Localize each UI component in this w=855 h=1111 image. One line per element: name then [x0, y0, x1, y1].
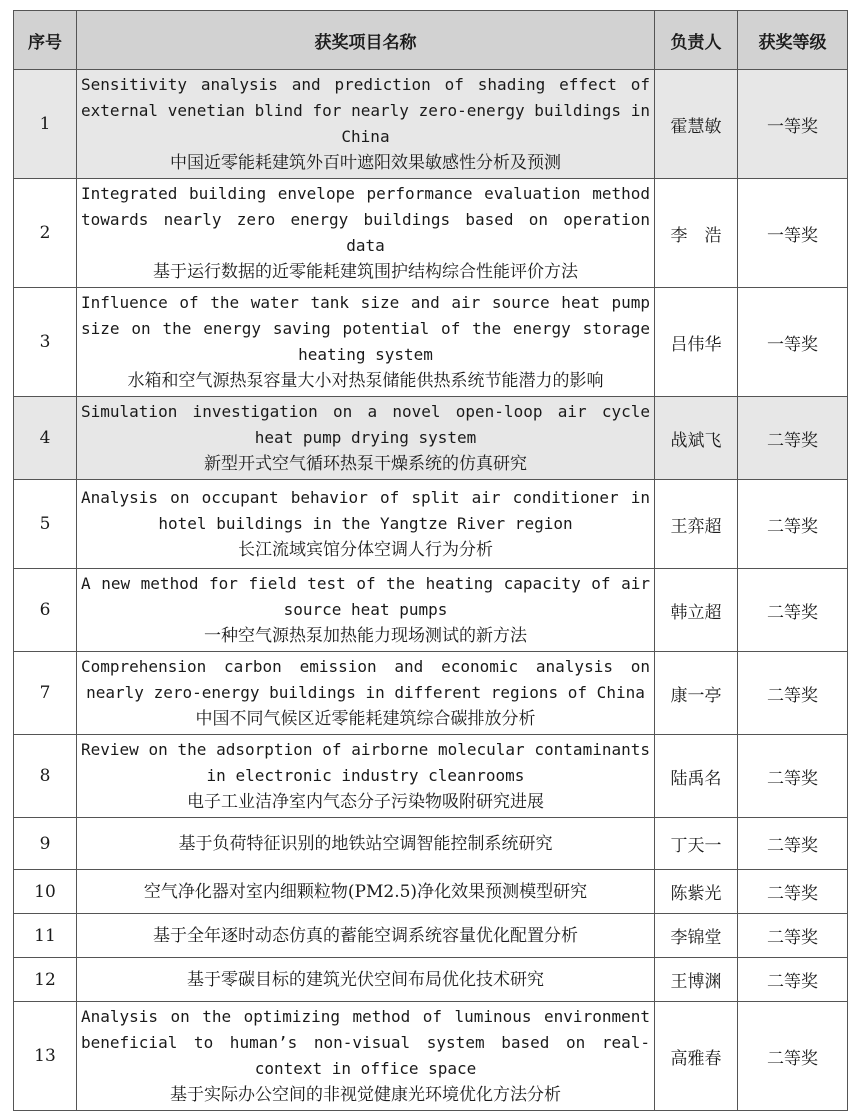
project-title-zh: 基于全年逐时动态仿真的蓄能空调系统容量优化配置分析 [153, 925, 578, 946]
project-title-en: Analysis on occupant behavior of split air conditioner in hotel buildings in the Yangtze River region [81, 488, 650, 533]
award-level: 二等奖 [738, 870, 848, 914]
award-level: 一等奖 [738, 288, 848, 397]
project-title-en: Simulation investigation on a novel open-loop air cycle heat pump drying system [81, 402, 650, 447]
award-level: 二等奖 [738, 652, 848, 735]
project-title [77, 818, 655, 870]
project-title [77, 70, 655, 179]
header-level: 获奖等级 [738, 11, 848, 70]
responsible-person: 李 浩 [655, 179, 738, 288]
award-level: 一等奖 [738, 70, 848, 179]
project-title-en: Influence of the water tank size and air source heat pump size on the energy saving potential of the energy storage heating system [81, 293, 650, 364]
responsible-person: 李锦堂 [655, 914, 738, 958]
responsible-person: 韩立超 [655, 569, 738, 652]
table-row [14, 652, 848, 735]
award-level: 二等奖 [738, 1002, 848, 1111]
table-row [14, 870, 848, 914]
project-title [77, 1002, 655, 1111]
row-number: 2 [14, 179, 77, 288]
responsible-person: 陈紫光 [655, 870, 738, 914]
responsible-person: 王博渊 [655, 958, 738, 1002]
project-title-zh: 基于运行数据的近零能耗建筑围护结构综合性能评价方法 [153, 262, 578, 282]
row-number: 6 [14, 569, 77, 652]
award-level: 一等奖 [738, 179, 848, 288]
row-number: 7 [14, 652, 77, 735]
project-title [77, 735, 655, 818]
row-number: 12 [14, 958, 77, 1002]
table-row [14, 818, 848, 870]
row-number: 4 [14, 397, 77, 480]
award-level: 二等奖 [738, 914, 848, 958]
project-title-zh: 新型开式空气循环热泵干燥系统的仿真研究 [204, 454, 527, 474]
project-title-zh: 一种空气源热泵加热能力现场测试的新方法 [204, 626, 527, 646]
row-number: 13 [14, 1002, 77, 1111]
header-row [14, 11, 848, 70]
header-title: 获奖项目名称 [77, 11, 655, 70]
project-title-en: Comprehension carbon emission and economic analysis on nearly zero-energy buildings in different regions of China [81, 657, 650, 702]
awards-table [13, 10, 848, 1111]
responsible-person: 吕伟华 [655, 288, 738, 397]
row-number: 1 [14, 70, 77, 179]
table-row [14, 958, 848, 1002]
award-level: 二等奖 [738, 480, 848, 569]
project-title [77, 914, 655, 958]
table-row [14, 397, 848, 480]
project-title [77, 397, 655, 480]
project-title-en: Review on the adsorption of airborne molecular contaminants in electronic industry cleanrooms [81, 740, 650, 785]
table-row [14, 70, 848, 179]
project-title-zh: 中国近零能耗建筑外百叶遮阳效果敏感性分析及预测 [170, 153, 561, 173]
table-body [14, 70, 848, 1111]
header-no: 序号 [14, 11, 77, 70]
project-title-zh: 水箱和空气源热泵容量大小对热泵储能供热系统节能潜力的影响 [127, 371, 604, 391]
row-number: 9 [14, 818, 77, 870]
project-title-en: A new method for field test of the heating capacity of air source heat pumps [81, 574, 650, 619]
responsible-person: 康一亭 [655, 652, 738, 735]
project-title [77, 652, 655, 735]
award-level: 二等奖 [738, 735, 848, 818]
project-title-zh: 基于零碳目标的建筑光伏空间布局优化技术研究 [187, 969, 544, 990]
project-title-zh: 长江流域宾馆分体空调人行为分析 [238, 540, 493, 560]
project-title-zh: 基于负荷特征识别的地铁站空调智能控制系统研究 [178, 833, 553, 854]
table-row [14, 914, 848, 958]
row-number: 8 [14, 735, 77, 818]
project-title [77, 288, 655, 397]
project-title-en: Sensitivity analysis and prediction of shading effect of external venetian blind for nearly zero-energy buildings in China [81, 75, 650, 146]
table-row [14, 735, 848, 818]
award-level: 二等奖 [738, 958, 848, 1002]
project-title [77, 958, 655, 1002]
responsible-person: 霍慧敏 [655, 70, 738, 179]
responsible-person: 陆禹名 [655, 735, 738, 818]
award-level: 二等奖 [738, 818, 848, 870]
project-title [77, 480, 655, 569]
row-number: 11 [14, 914, 77, 958]
project-title [77, 870, 655, 914]
table-row [14, 569, 848, 652]
project-title [77, 569, 655, 652]
header-person: 负责人 [655, 11, 738, 70]
table-row [14, 288, 848, 397]
project-title-zh: 电子工业洁净室内气态分子污染物吸附研究进展 [187, 792, 544, 812]
row-number: 3 [14, 288, 77, 397]
row-number: 5 [14, 480, 77, 569]
award-level: 二等奖 [738, 569, 848, 652]
table-row [14, 480, 848, 569]
responsible-person: 丁天一 [655, 818, 738, 870]
responsible-person: 王弈超 [655, 480, 738, 569]
award-level: 二等奖 [738, 397, 848, 480]
project-title [77, 179, 655, 288]
project-title-zh: 基于实际办公空间的非视觉健康光环境优化方法分析 [170, 1085, 561, 1105]
row-number: 10 [14, 870, 77, 914]
responsible-person: 战斌飞 [655, 397, 738, 480]
table-row [14, 1002, 848, 1111]
table-row [14, 179, 848, 288]
project-title-en: Analysis on the optimizing method of luminous environment beneficial to human’s non-visual system based on real-context in office space [81, 1007, 650, 1078]
project-title-zh: 中国不同气候区近零能耗建筑综合碳排放分析 [195, 709, 536, 729]
project-title-en: Integrated building envelope performance evaluation method towards nearly zero energy buildings based on operation data [81, 184, 650, 255]
project-title-zh: 空气净化器对室内细颗粒物(PM2.5)净化效果预测模型研究 [143, 881, 588, 902]
responsible-person: 高雅春 [655, 1002, 738, 1111]
